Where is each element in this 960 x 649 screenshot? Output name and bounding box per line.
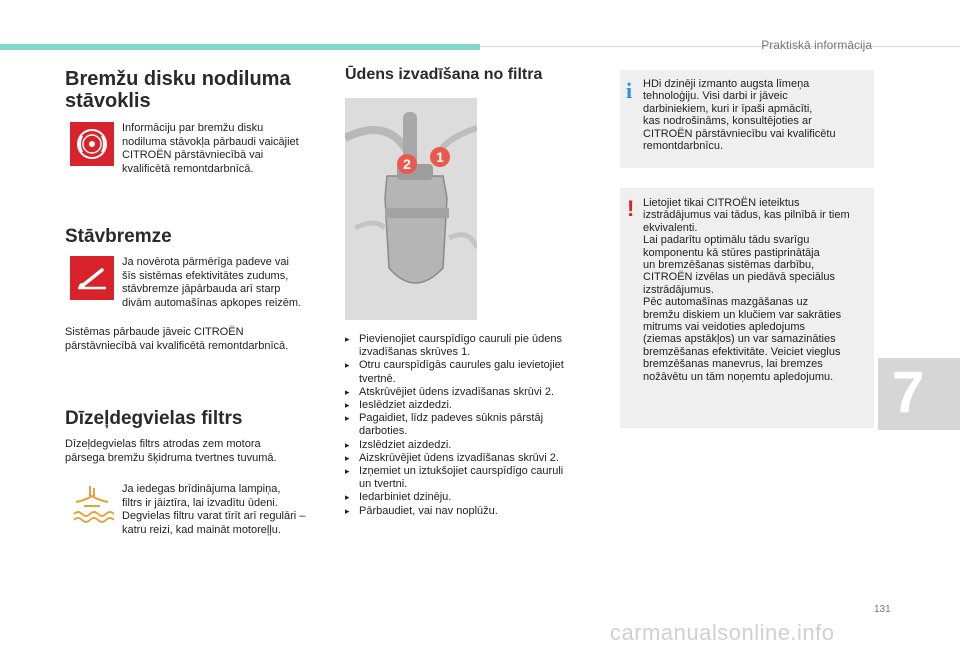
list-item: ▸ Iedarbiniet dzinēju. xyxy=(345,491,595,504)
info-text: HDi dzinēji izmanto augsta līmeņa tehnoloģiju. Visi darbi ir jāveic darbiniekiem, kuri ir īpaši apmācīti, kas nodrošināms, konsultējoties ar CITROËN pārstāvniecību vai kvalificētu remontdarbnīcu. xyxy=(643,78,836,153)
water-in-fuel-icon xyxy=(70,482,114,526)
list-item: ▸ Ieslēdziet aizdedzi. xyxy=(345,399,595,412)
brake-discs-text: Informāciju par bremžu disku nodiluma stāvokļa pārbaudi vaicājiet CITROËN pārstāvniecībā vai kvalificētā remontdarbnīcā. xyxy=(122,122,299,175)
list-item: ▸ Pārbaudiet, vai nav noplūžu. xyxy=(345,505,595,518)
page-number: 131 xyxy=(874,604,891,615)
parking-brake-icon xyxy=(70,256,114,300)
list-item: ▸ Otru caurspīdīgās caurules galu ievietojiet tvertnē. xyxy=(345,359,595,385)
section-title: Praktiskā informācija xyxy=(761,38,872,52)
heading-diesel-filter: Dīzeļdegvielas filtrs xyxy=(65,408,243,429)
warning-text: Lietojiet tikai CITROËN ieteiktus izstrādājumus vai tādus, kas pilnībā ir tiem ekvivalenti. Lai padarītu optimālu tādu svarīgu komponentu kā stūres pastiprinātāja un bremzēšanas sistēmas darbību, CITROËN izvēlas un piedāvā speciālus izstrādājumus. Pēc automašīnas mazgāšanas uz bremžu diskiem un klučiem var sakrāties mitrums vai veidoties apledojums (ziemas apstākļos) un var samazināties bremzēšanas efektivitāte. Veiciet vieglus bremzēšanas manevrus, lai bremzes nožāvētu un tām noņemtu apledojumu. xyxy=(643,197,850,383)
drain-steps-list xyxy=(345,333,595,518)
list-item: ▸ Izslēdziet aizdedzi. xyxy=(345,439,595,452)
brake-disc-icon xyxy=(70,122,114,166)
heading-parking-brake: Stāvbremze xyxy=(65,226,172,247)
list-item: ▸ Atskrūvējiet ūdens izvadīšanas skrūvi 2. xyxy=(345,386,595,399)
header-divider xyxy=(480,46,960,47)
warning-icon: ! xyxy=(627,196,635,221)
callout-1: 1 xyxy=(436,149,444,165)
list-item: ▸ Izņemiet un iztukšojiet caurspīdīgo cauruli un tvertni. xyxy=(345,465,595,491)
parking-brake-text: Ja novērota pārmērīga padeve vai šīs sistēmas efektivitātes zudums, stāvbremze jāpārbauda arī starp divām automašīnas apkopes reizēm. xyxy=(122,256,302,309)
parking-brake-note: Sistēmas pārbaude jāveic CITROËN pārstāvniecībā vai kvalificētā remontdarbnīcā. xyxy=(65,326,289,352)
list-item: ▸ Pagaidiet, līdz padeves sūknis pārstāj darboties. xyxy=(345,412,595,438)
list-item: ▸ Aizskrūvējiet ūdens izvadīšanas skrūvi 2. xyxy=(345,452,595,465)
list-item: ▸ Pievienojiet caurspīdīgo cauruli pie ūdens izvadīšanas skrūves 1. xyxy=(345,333,595,359)
header-accent-bar xyxy=(0,44,480,50)
heading-water-drain: Ūdens izvadīšana no filtra xyxy=(345,66,543,83)
diesel-filter-text: Dīzeļdegvielas filtrs atrodas zem motora pārsega bremžu šķidruma tvertnes tuvumā. xyxy=(65,438,277,464)
callout-2: 2 xyxy=(403,156,411,172)
diesel-filter-warning-text: Ja iedegas brīdinājuma lampiņa, filtrs ir jāiztīra, lai izvadītu ūdeni. Degvielas filtru varat tīrīt arī regulāri – katru reizi, kad maināt motoreļļu. xyxy=(122,483,306,536)
info-icon: i xyxy=(626,78,633,103)
heading-brake-discs: Bremžu disku nodiluma stāvoklis xyxy=(65,68,291,112)
watermark: carmanualsonline.info xyxy=(610,620,835,645)
fuel-filter-photo xyxy=(345,98,477,320)
chapter-number: 7 xyxy=(892,360,925,425)
